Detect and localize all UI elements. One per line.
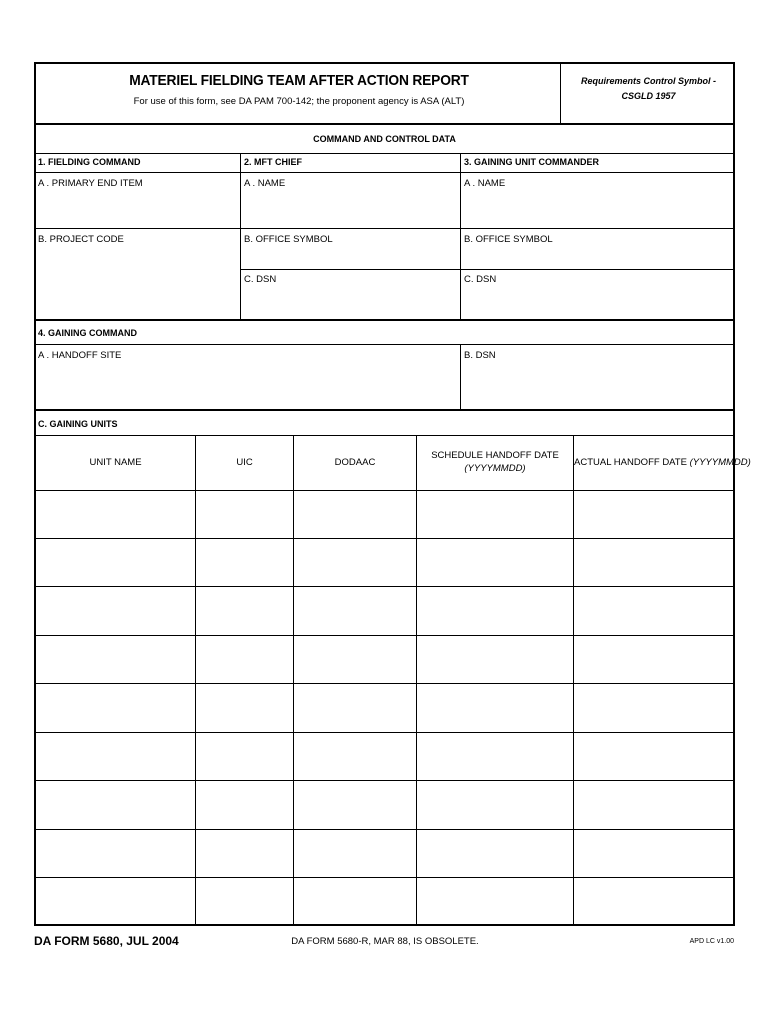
rule <box>36 435 733 436</box>
form-title: MATERIEL FIELDING TEAM AFTER ACTION REPORT <box>129 72 469 89</box>
version-label: APD LC v1.00 <box>689 938 734 945</box>
column-divider <box>240 153 241 320</box>
col-dodaac: DODAAC <box>334 457 376 468</box>
obsolete-notice: DA FORM 5680-R, MAR 88, IS OBSOLETE. <box>291 936 479 947</box>
table-column-divider <box>573 435 574 926</box>
gaining-units-heading: C. GAINING UNITS <box>38 419 118 429</box>
commander-dsn-field[interactable]: C. DSN <box>464 274 497 285</box>
section-rule <box>36 409 733 411</box>
handoff-site-field[interactable]: A . HANDOFF SITE <box>38 350 122 361</box>
header-bottom-rule <box>36 123 733 125</box>
mft-chief-heading: 2. MFT CHIEF <box>244 157 302 167</box>
command-control-heading: COMMAND AND CONTROL DATA <box>313 134 456 144</box>
column-divider <box>460 153 461 320</box>
mft-office-symbol-field[interactable]: B. OFFICE SYMBOL <box>244 234 333 245</box>
table-header-rule <box>36 490 733 491</box>
table-column-divider <box>293 435 294 926</box>
form-id: DA FORM 5680, JUL 2004 <box>34 934 179 948</box>
commander-office-symbol-field[interactable]: B. OFFICE SYMBOL <box>464 234 553 245</box>
table-row <box>36 780 733 781</box>
rcs-line-2: CSGLD 1957 <box>621 91 676 101</box>
table-row <box>36 538 733 539</box>
col-unit-name: UNIT NAME <box>89 457 142 468</box>
col-schedule-format: (YYYYMMDD) <box>464 463 526 474</box>
requirements-control-symbol <box>562 74 735 104</box>
rcs-line-1: Requirements Control Symbol - <box>580 76 716 86</box>
project-code-field[interactable]: B. PROJECT CODE <box>38 234 124 245</box>
table-row <box>36 683 733 684</box>
header-divider <box>560 64 561 124</box>
rule <box>36 228 733 229</box>
fielding-command-heading: 1. FIELDING COMMAND <box>38 157 141 167</box>
gaining-unit-commander-heading: 3. GAINING UNIT COMMANDER <box>464 157 599 167</box>
rule <box>36 172 733 173</box>
table-row <box>36 586 733 587</box>
rule <box>240 269 733 270</box>
gaining-command-dsn-field[interactable]: B. DSN <box>464 350 496 361</box>
col-actual-label: ACTUAL HANDOFF DATE <box>574 457 687 468</box>
commander-name-field[interactable]: A . NAME <box>464 178 506 189</box>
col-uic: UIC <box>236 457 253 468</box>
col-schedule-label: SCHEDULE HANDOFF DATE <box>431 450 559 461</box>
section-rule <box>36 319 733 321</box>
col-actual-handoff-date <box>574 456 751 469</box>
table-column-divider <box>416 435 417 926</box>
mft-chief-name-field[interactable]: A . NAME <box>244 178 286 189</box>
after-action-report-form <box>34 62 751 926</box>
col-schedule-handoff-date <box>417 449 573 475</box>
mft-dsn-field[interactable]: C. DSN <box>244 274 277 285</box>
primary-end-item-field[interactable]: A . PRIMARY END ITEM <box>38 178 143 189</box>
table-row <box>36 877 733 878</box>
rule <box>36 344 733 345</box>
table-row <box>36 732 733 733</box>
form-subtitle: For use of this form, see DA PAM 700-142; the proponent agency is ASA (ALT) <box>133 96 465 107</box>
table-row <box>36 635 733 636</box>
table-row <box>36 829 733 830</box>
col-actual-format: (YYYYMMDD) <box>689 457 751 468</box>
gaining-command-heading: 4. GAINING COMMAND <box>38 328 137 338</box>
rule <box>36 153 733 154</box>
column-divider <box>460 344 461 410</box>
table-column-divider <box>195 435 196 926</box>
